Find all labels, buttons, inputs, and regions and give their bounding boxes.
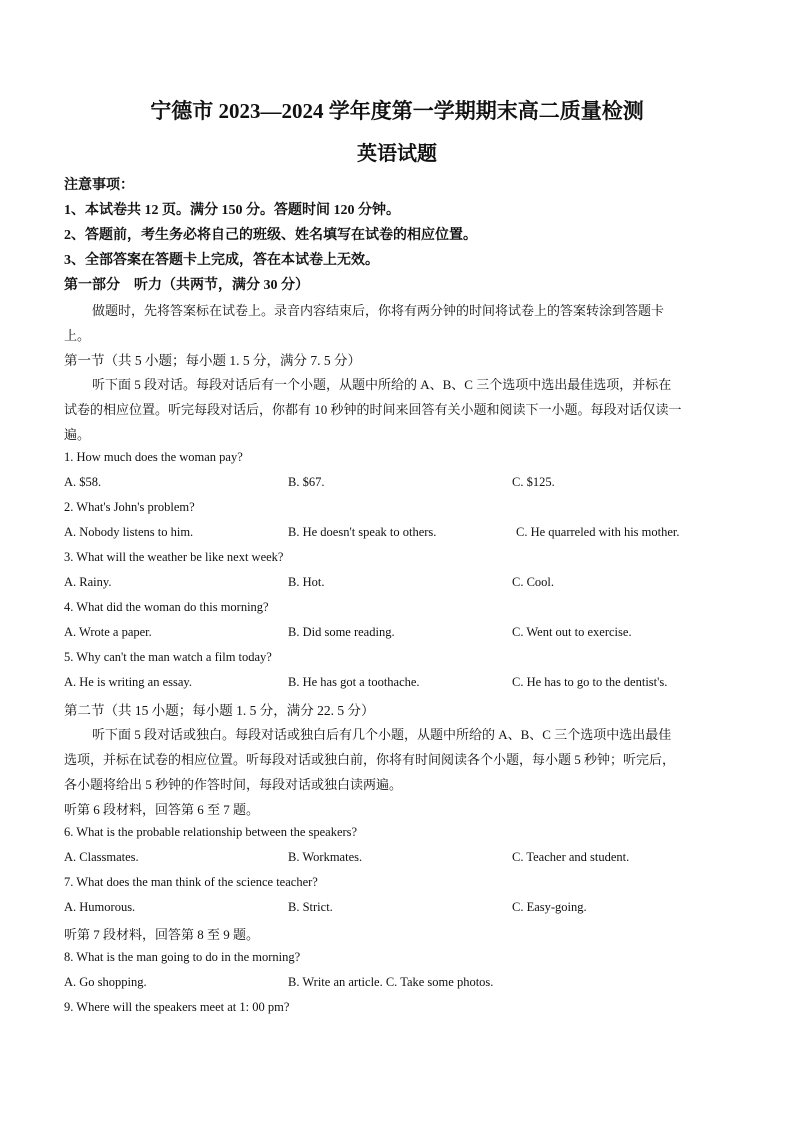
exam-title: 宁德市 2023—2024 学年度第一学期期末高二质量检测 <box>150 99 644 123</box>
note-item-3: 3、全部答案在答题卡上完成，答在本试卷上无效。 <box>64 253 379 268</box>
note-item-2: 2、答题前，考生务必将自己的班级、姓名填写在试卷的相应位置。 <box>64 228 477 243</box>
q4-option-b: B. Did some reading. <box>288 625 395 639</box>
question-8: 8. What is the man going to do in the morning? <box>64 950 301 964</box>
q3-option-c: C. Cool. <box>512 575 555 589</box>
q5-option-a: A. He is writing an essay. <box>64 675 192 689</box>
q2-option-c: C. He quarreled with his mother. <box>516 525 680 539</box>
exam-subtitle: 英语试题 <box>357 143 437 165</box>
question-4: 4. What did the woman do this morning? <box>64 600 269 614</box>
material-7-instruction: 听第 7 段材料，回答第 8 至 9 题。 <box>64 927 260 942</box>
q4-option-c: C. Went out to exercise. <box>512 625 632 639</box>
q6-option-c: C. Teacher and student. <box>512 850 630 864</box>
q2-option-a: A. Nobody listens to him. <box>64 525 194 539</box>
section2-intro-line1: 听下面 5 段对话或独白。每段对话或独白后有几个小题，从题中所给的 A、B、C 三个选项中选出最佳 <box>92 727 672 742</box>
section2-heading: 第二节（共 15 小题；每小题 1. 5 分，满分 22. 5 分） <box>64 703 375 718</box>
q1-option-b: B. $67. <box>288 475 325 489</box>
question-3: 3. What will the weather be like next week? <box>64 550 284 564</box>
q8-options-b-c: B. Write an article. C. Take some photos. <box>288 975 494 989</box>
section1-intro-line3: 遍。 <box>64 427 91 442</box>
q5-option-b: B. He has got a toothache. <box>288 675 420 689</box>
notes-heading: 注意事项： <box>64 178 134 193</box>
q8-option-a: A. Go shopping. <box>64 975 147 989</box>
part1-intro-line2: 上。 <box>64 328 91 343</box>
section1-intro-line2: 试卷的相应位置。听完每段对话后，你都有 10 秒钟的时间来回答有关小题和阅读下一小题。每段对话仅读一 <box>64 402 682 417</box>
part1-heading: 第一部分 听力（共两节，满分 30 分） <box>64 278 309 293</box>
q3-option-a: A. Rainy. <box>64 575 112 589</box>
q6-option-a: A. Classmates. <box>64 850 139 864</box>
section2-intro-line2: 选项，并标在试卷的相应位置。听每段对话或独白前，你将有时间阅读各个小题，每小题 5 秒钟；听完后， <box>64 752 676 767</box>
material-6-instruction: 听第 6 段材料，回答第 6 至 7 题。 <box>64 802 260 817</box>
note-item-1: 1、本试卷共 12 页。满分 150 分。答题时间 120 分钟。 <box>64 203 400 218</box>
q1-option-a: A. $58. <box>64 475 102 489</box>
question-5: 5. Why can't the man watch a film today? <box>64 650 272 664</box>
question-1: 1. How much does the woman pay? <box>64 450 243 464</box>
question-6: 6. What is the probable relationship between the speakers? <box>64 825 358 839</box>
q7-option-b: B. Strict. <box>288 900 333 914</box>
question-9: 9. Where will the speakers meet at 1: 00 pm? <box>64 1000 290 1014</box>
question-7: 7. What does the man think of the science teacher? <box>64 875 318 889</box>
q7-option-c: C. Easy-going. <box>512 900 587 914</box>
q6-option-b: B. Workmates. <box>288 850 363 864</box>
question-2: 2. What's John's problem? <box>64 500 195 514</box>
q3-option-b: B. Hot. <box>288 575 325 589</box>
q5-option-c: C. He has to go to the dentist's. <box>512 675 668 689</box>
section1-heading: 第一节（共 5 小题；每小题 1. 5 分，满分 7. 5 分） <box>64 353 361 368</box>
q2-option-b: B. He doesn't speak to others. <box>288 525 437 539</box>
section1-intro-line1: 听下面 5 段对话。每段对话后有一个小题，从题中所给的 A、B、C 三个选项中选出最佳选项，并标在 <box>92 377 672 392</box>
section2-intro-line3: 各小题将给出 5 秒钟的作答时间，每段对话或独白读两遍。 <box>64 777 403 792</box>
q7-option-a: A. Humorous. <box>64 900 136 914</box>
q1-option-c: C. $125. <box>512 475 555 489</box>
part1-intro-line1: 做题时，先将答案标在试卷上。录音内容结束后，你将有两分钟的时间将试卷上的答案转涂到答题卡 <box>92 303 665 318</box>
q4-option-a: A. Wrote a paper. <box>64 625 152 639</box>
